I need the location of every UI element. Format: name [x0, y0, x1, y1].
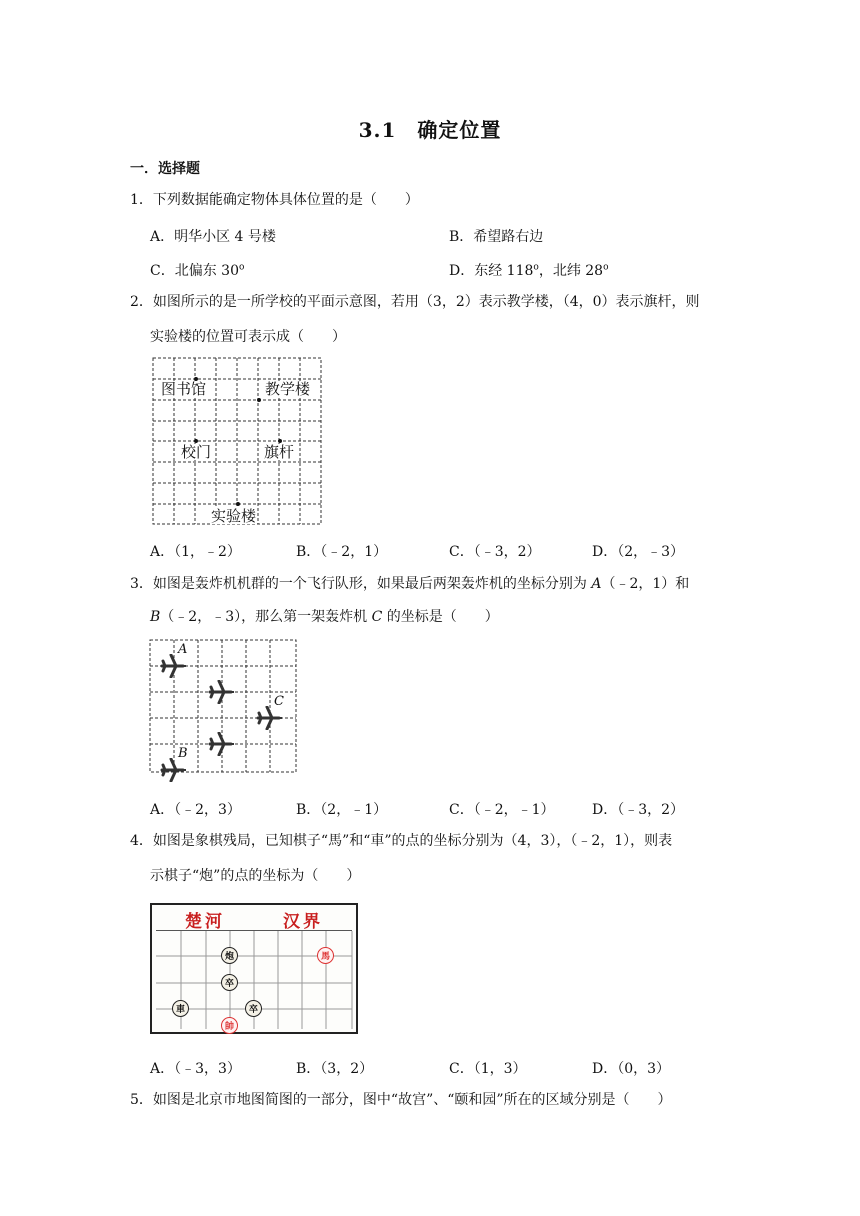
- q1-stem: 1．下列数据能确定物体具体位置的是（ ）: [130, 192, 419, 208]
- q2-option-a: A．（1，﹣2）: [150, 544, 241, 560]
- point-a-ref: A: [591, 576, 602, 592]
- q3-text: （﹣2，1）和: [601, 576, 690, 592]
- lab-point: [236, 502, 240, 506]
- q3-text: （﹣2，﹣3），那么第一架轰炸机: [160, 609, 372, 625]
- chess-board-figure: [150, 903, 358, 1034]
- q2-stem-line2: 实验楼的位置可表示成（ ）: [150, 329, 346, 345]
- flagpole-label: 旗杆: [264, 443, 295, 461]
- q2-option-d: D．（2，﹣3）: [592, 544, 685, 560]
- page-title: 3.1 确定位置: [358, 118, 502, 142]
- degree-mark: o: [238, 262, 245, 273]
- bomber-a-icon: [160, 654, 186, 678]
- piece-shuai: 帥: [221, 1017, 238, 1034]
- gate-label: 校门: [181, 443, 212, 461]
- q1-option-d-text1: D．东经 118: [449, 263, 534, 279]
- bomber-icon: [208, 680, 234, 704]
- point-b-ref: B: [150, 609, 161, 625]
- school-map-figure: [150, 356, 323, 526]
- q4-option-a: A．（﹣3，3）: [150, 1061, 241, 1077]
- q3-text: 的坐标是（ ）: [382, 609, 499, 625]
- q3-text: 3．如图是轰炸机机群的一个飞行队形，如果最后两架轰炸机的坐标分别为: [130, 576, 592, 592]
- label-c: C: [274, 694, 284, 709]
- section-heading: 一．选择题: [130, 161, 200, 177]
- q3-option-c: C．（﹣2，﹣1）: [449, 802, 555, 818]
- q1-option-d-text2: ，北纬 28: [538, 263, 604, 279]
- piece-zu-upper: 卒: [221, 974, 238, 991]
- point-c-ref: C: [371, 609, 383, 625]
- q4-stem-line1: 4．如图是象棋残局，已知棋子“馬”和“車”的点的坐标分别为（4，3），（﹣2，1），则表: [130, 833, 673, 849]
- q4-option-c: C．（1，3）: [449, 1061, 527, 1077]
- bomber-c-icon: [256, 706, 282, 730]
- q2-option-c: C．（﹣3，2）: [449, 544, 541, 560]
- label-b: B: [178, 746, 188, 761]
- q2-stem-line1: 2．如图所示的是一所学校的平面示意图，若用（3，2）表示教学楼，（4，0）表示旗杆，则: [130, 294, 700, 310]
- degree-mark: o: [603, 262, 609, 273]
- q4-option-b: B．（3，2）: [296, 1061, 374, 1077]
- q2-option-b: B．（﹣2，1）: [296, 544, 388, 560]
- lab-building-label: 实验楼: [211, 507, 257, 525]
- q1-option-d: [449, 260, 609, 280]
- bomber-icon: [208, 732, 234, 756]
- piece-ma: 馬: [317, 947, 334, 964]
- teaching-point: [257, 398, 261, 402]
- q1-option-c-text: C．北偏东 30: [150, 263, 239, 279]
- piece-ju: 車: [172, 1000, 189, 1017]
- q1-option-c: [150, 260, 244, 280]
- banner-chu-he: 楚河: [185, 911, 225, 932]
- bomber-b-icon: [160, 758, 186, 782]
- bomber-formation-figure: [148, 638, 298, 774]
- q3-option-d: D．（﹣3，2）: [592, 802, 685, 818]
- q1-option-a: A．明华小区 4 号楼: [150, 229, 276, 245]
- piece-pao: 炮: [221, 947, 238, 964]
- q1-option-b: B．希望路右边: [449, 229, 544, 245]
- label-a: A: [178, 642, 188, 657]
- degree-mark: o: [533, 262, 539, 273]
- q3-option-a: A．（﹣2，3）: [150, 802, 241, 818]
- q3-option-b: B．（2，﹣1）: [296, 802, 388, 818]
- q3-stem-line1: [130, 574, 689, 594]
- q4-stem-line2: 示棋子“炮”的点的坐标为（ ）: [150, 868, 361, 884]
- piece-zu-lower: 卒: [245, 1000, 262, 1017]
- banner-han-jie: 汉界: [283, 911, 323, 932]
- q5-stem: 5．如图是北京市地图简图的一部分，图中“故宫”、“颐和园”所在的区域分别是（ ）: [130, 1092, 672, 1108]
- q3-stem-line2: [150, 607, 499, 627]
- teaching-building-label: 教学楼: [265, 380, 311, 398]
- library-label: 图书馆: [161, 380, 207, 398]
- q4-option-d: D．（0，3）: [592, 1061, 671, 1077]
